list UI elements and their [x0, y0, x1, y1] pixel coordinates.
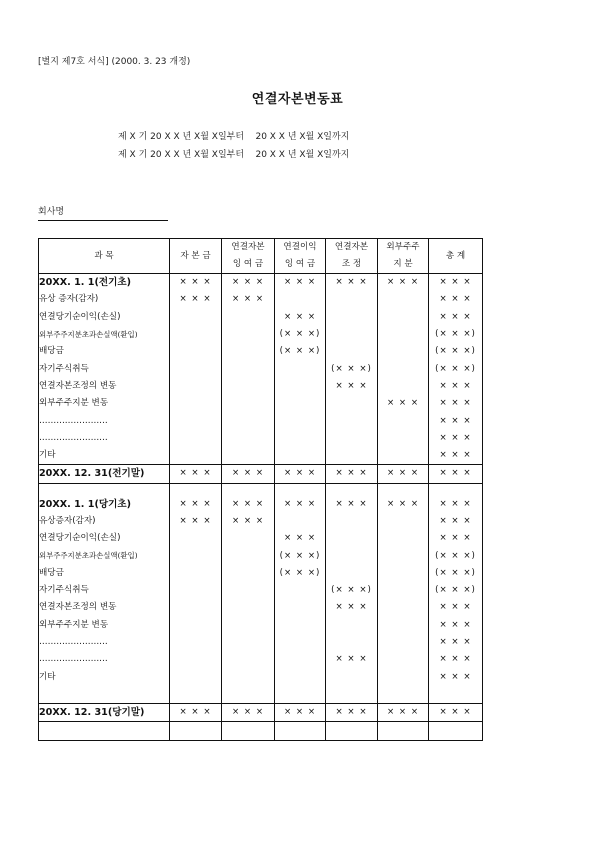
cell-capital-adjustment: (× × ×) [326, 360, 378, 377]
cell-total: × × × [429, 634, 483, 651]
cell-capital [170, 651, 222, 668]
header-capital-surplus: 연결자본 잉 여 금 [222, 239, 275, 274]
spacer-cell [326, 686, 378, 704]
cell-minority-interest [378, 530, 429, 547]
table-header-row [39, 239, 483, 274]
cell-minority-interest: × × × [378, 395, 429, 412]
cell-total: (× × ×) [429, 360, 483, 377]
cell-retained-earnings: (× × ×) [275, 326, 326, 343]
table-row [39, 704, 483, 722]
cell-minority-interest [378, 651, 429, 668]
divider-cell [222, 483, 275, 496]
cell-capital-adjustment [326, 430, 378, 447]
cell-minority-interest [378, 326, 429, 343]
cell-capital: × × × [170, 274, 222, 292]
cell-capital [170, 565, 222, 582]
table-row [39, 465, 483, 483]
cell-capital: × × × [170, 513, 222, 530]
table-row [39, 274, 483, 292]
cell-capital-adjustment [326, 309, 378, 326]
cell-retained-earnings [275, 412, 326, 429]
cell-capital [170, 530, 222, 547]
cell-capital-surplus: × × × [222, 291, 275, 308]
row-item-label: 연결자본조정의 변동 [39, 599, 170, 616]
cell-minority-interest: × × × [378, 704, 429, 722]
cell-retained-earnings: × × × [275, 704, 326, 722]
cell-minority-interest [378, 430, 429, 447]
cell-minority-interest [378, 582, 429, 599]
header-item: 과 목 [39, 239, 170, 274]
company-name-label: 회사명 [38, 207, 65, 217]
row-item-label: 외부주주지분초과손실액(환입) [39, 547, 170, 564]
blank-cell[interactable] [378, 722, 429, 741]
cell-capital-surplus [222, 430, 275, 447]
row-item-label: …………………… [39, 412, 170, 429]
table-row [39, 565, 483, 582]
cell-total: (× × ×) [429, 547, 483, 564]
cell-total: × × × [429, 395, 483, 412]
row-item-label: 유상증자(감자) [39, 513, 170, 530]
cell-total: × × × [429, 617, 483, 634]
cell-capital-surplus [222, 378, 275, 395]
cell-capital [170, 669, 222, 686]
divider-cell [39, 483, 170, 496]
cell-capital-adjustment [326, 291, 378, 308]
cell-capital-surplus: × × × [222, 513, 275, 530]
cell-minority-interest: × × × [378, 465, 429, 483]
divider-cell [275, 483, 326, 496]
cell-capital-surplus [222, 395, 275, 412]
cell-total: × × × [429, 513, 483, 530]
blank-cell[interactable] [275, 722, 326, 741]
company-name-field[interactable] [38, 220, 168, 221]
cell-total: × × × [429, 669, 483, 686]
cell-capital [170, 617, 222, 634]
cell-capital-adjustment [326, 634, 378, 651]
table-row [39, 291, 483, 308]
table-row [39, 447, 483, 465]
table-row [39, 617, 483, 634]
spacer-cell [222, 686, 275, 704]
cell-total: × × × [429, 651, 483, 668]
cell-total: × × × [429, 599, 483, 616]
cell-capital [170, 634, 222, 651]
spacer-cell [170, 686, 222, 704]
cell-capital [170, 395, 222, 412]
header-capital-adjustment: 연결자본 조 정 [326, 239, 378, 274]
row-item-label: 20ⅩⅩ. 1. 1(전기초) [39, 274, 170, 292]
cell-minority-interest [378, 599, 429, 616]
cell-capital-surplus [222, 547, 275, 564]
blank-cell[interactable] [170, 722, 222, 741]
cell-capital [170, 599, 222, 616]
cell-capital-surplus: × × × [222, 274, 275, 292]
cell-minority-interest [378, 634, 429, 651]
cell-capital-surplus [222, 447, 275, 465]
table-row [39, 669, 483, 686]
cell-total: × × × [429, 378, 483, 395]
cell-minority-interest [378, 378, 429, 395]
divider-cell [326, 483, 378, 496]
row-item-label: 외부주주지분 변동 [39, 395, 170, 412]
header-minority-interest: 외부주주 지 분 [378, 239, 429, 274]
cell-minority-interest [378, 309, 429, 326]
current-period-line: 제 X 기 20 X X 년 X월 X일부터 20 X X 년 X월 X일까지 [118, 132, 350, 142]
divider-cell [429, 483, 483, 496]
capital-changes-table [38, 238, 483, 741]
cell-capital-surplus: × × × [222, 465, 275, 483]
spacer-cell [429, 686, 483, 704]
cell-minority-interest [378, 669, 429, 686]
table-row [39, 599, 483, 616]
cell-retained-earnings [275, 430, 326, 447]
table-row [39, 326, 483, 343]
cell-retained-earnings [275, 513, 326, 530]
cell-minority-interest [378, 447, 429, 465]
cell-total: × × × [429, 530, 483, 547]
cell-capital: × × × [170, 496, 222, 513]
header-total: 총 계 [429, 239, 483, 274]
cell-retained-earnings [275, 617, 326, 634]
cell-capital-surplus [222, 669, 275, 686]
row-item-label: 기타 [39, 447, 170, 465]
cell-capital [170, 309, 222, 326]
cell-retained-earnings [275, 447, 326, 465]
cell-retained-earnings [275, 378, 326, 395]
cell-capital-adjustment: × × × [326, 465, 378, 483]
table-row [39, 513, 483, 530]
table-row [39, 430, 483, 447]
row-item-label: 배당금 [39, 565, 170, 582]
cell-retained-earnings [275, 360, 326, 377]
row-item-label: 배당금 [39, 343, 170, 360]
cell-capital-surplus: × × × [222, 496, 275, 513]
cell-total: (× × ×) [429, 565, 483, 582]
prior-period-line: 제 X 기 20 X X 년 X월 X일부터 20 X X 년 X월 X일까지 [118, 150, 350, 160]
cell-retained-earnings [275, 634, 326, 651]
cell-capital-adjustment [326, 343, 378, 360]
cell-capital-adjustment: × × × [326, 599, 378, 616]
cell-total: × × × [429, 465, 483, 483]
cell-capital-surplus [222, 530, 275, 547]
cell-capital [170, 378, 222, 395]
cell-capital-surplus [222, 599, 275, 616]
cell-capital-surplus [222, 582, 275, 599]
cell-capital-surplus [222, 565, 275, 582]
cell-capital-surplus [222, 360, 275, 377]
row-item-label: …………………… [39, 430, 170, 447]
cell-capital-surplus [222, 617, 275, 634]
table-row [39, 343, 483, 360]
cell-capital-adjustment [326, 547, 378, 564]
cell-total: × × × [429, 412, 483, 429]
cell-minority-interest: × × × [378, 496, 429, 513]
table-row [39, 582, 483, 599]
cell-capital-surplus: × × × [222, 704, 275, 722]
cell-capital-surplus [222, 634, 275, 651]
cell-capital-adjustment: × × × [326, 274, 378, 292]
table-row [39, 360, 483, 377]
divider-cell [378, 483, 429, 496]
cell-total: (× × ×) [429, 326, 483, 343]
row-item-label: …………………… [39, 651, 170, 668]
row-item-label: 외부주주지분초과손실액(환입) [39, 326, 170, 343]
cell-minority-interest [378, 547, 429, 564]
cell-total: × × × [429, 274, 483, 292]
cell-retained-earnings [275, 582, 326, 599]
cell-capital [170, 343, 222, 360]
table-row [39, 496, 483, 513]
row-item-label: …………………… [39, 634, 170, 651]
section-divider-row [39, 483, 483, 496]
cell-total: × × × [429, 291, 483, 308]
table-row [39, 309, 483, 326]
cell-capital [170, 412, 222, 429]
divider-cell [170, 483, 222, 496]
spacer-cell [275, 686, 326, 704]
cell-capital-adjustment [326, 565, 378, 582]
page-title: 연결자본변동표 [251, 92, 344, 107]
cell-retained-earnings: × × × [275, 274, 326, 292]
cell-capital-adjustment [326, 513, 378, 530]
table-row [39, 395, 483, 412]
spacer-row [39, 686, 483, 704]
blank-footer-row [39, 722, 483, 741]
cell-retained-earnings: × × × [275, 496, 326, 513]
cell-capital-adjustment [326, 412, 378, 429]
row-item-label: 자기주식취득 [39, 582, 170, 599]
cell-capital: × × × [170, 291, 222, 308]
row-item-label: 기타 [39, 669, 170, 686]
cell-total: (× × ×) [429, 343, 483, 360]
table-row [39, 412, 483, 429]
blank-cell[interactable] [429, 722, 483, 741]
cell-retained-earnings: (× × ×) [275, 343, 326, 360]
cell-minority-interest [378, 617, 429, 634]
cell-retained-earnings: (× × ×) [275, 547, 326, 564]
form-number-note: [별지 제7호 서식] (2000. 3. 23 개정) [38, 57, 191, 67]
cell-retained-earnings [275, 599, 326, 616]
cell-capital-adjustment: × × × [326, 704, 378, 722]
spacer-cell [378, 686, 429, 704]
cell-minority-interest [378, 343, 429, 360]
cell-retained-earnings: × × × [275, 309, 326, 326]
cell-capital [170, 582, 222, 599]
cell-retained-earnings: × × × [275, 465, 326, 483]
cell-capital [170, 360, 222, 377]
cell-minority-interest [378, 291, 429, 308]
table-row [39, 530, 483, 547]
cell-capital [170, 326, 222, 343]
header-retained-earnings: 연결이익 잉 여 금 [275, 239, 326, 274]
cell-minority-interest [378, 565, 429, 582]
table-row [39, 651, 483, 668]
cell-retained-earnings [275, 651, 326, 668]
row-item-label: 연결당기순이익(손실) [39, 530, 170, 547]
cell-capital-adjustment [326, 669, 378, 686]
cell-capital-surplus [222, 343, 275, 360]
cell-capital-adjustment: × × × [326, 651, 378, 668]
cell-capital-adjustment [326, 395, 378, 412]
row-item-label: 외부주주지분 변동 [39, 617, 170, 634]
cell-capital-surplus [222, 309, 275, 326]
cell-total: × × × [429, 704, 483, 722]
row-item-label: 유상 증자(감자) [39, 291, 170, 308]
row-item-label: 20ⅩⅩ. 12. 31(당기말) [39, 704, 170, 722]
cell-capital-adjustment [326, 326, 378, 343]
row-item-label: 자기주식취득 [39, 360, 170, 377]
cell-capital [170, 447, 222, 465]
cell-capital-adjustment [326, 617, 378, 634]
blank-cell[interactable] [222, 722, 275, 741]
cell-capital-surplus [222, 326, 275, 343]
cell-capital-adjustment [326, 447, 378, 465]
cell-capital-adjustment [326, 530, 378, 547]
cell-retained-earnings [275, 669, 326, 686]
cell-capital-adjustment: × × × [326, 496, 378, 513]
cell-minority-interest [378, 412, 429, 429]
header-capital: 자 본 금 [170, 239, 222, 274]
cell-total: (× × ×) [429, 582, 483, 599]
cell-total: × × × [429, 430, 483, 447]
cell-minority-interest [378, 360, 429, 377]
cell-total: × × × [429, 447, 483, 465]
spacer-cell [39, 686, 170, 704]
blank-cell[interactable] [326, 722, 378, 741]
cell-capital-adjustment: × × × [326, 378, 378, 395]
cell-capital: × × × [170, 465, 222, 483]
row-item-label: 20ⅩⅩ. 12. 31(전기말) [39, 465, 170, 483]
cell-capital-surplus [222, 651, 275, 668]
cell-retained-earnings: (× × ×) [275, 565, 326, 582]
cell-total: × × × [429, 496, 483, 513]
cell-retained-earnings [275, 395, 326, 412]
cell-capital-surplus [222, 412, 275, 429]
cell-retained-earnings [275, 291, 326, 308]
cell-capital [170, 547, 222, 564]
cell-total: × × × [429, 309, 483, 326]
row-item-label: 연결당기순이익(손실) [39, 309, 170, 326]
cell-retained-earnings: × × × [275, 530, 326, 547]
cell-capital: × × × [170, 704, 222, 722]
cell-capital [170, 430, 222, 447]
blank-cell[interactable] [39, 722, 170, 741]
table-row [39, 547, 483, 564]
cell-capital-adjustment: (× × ×) [326, 582, 378, 599]
row-item-label: 20ⅩⅩ. 1. 1(당기초) [39, 496, 170, 513]
table-row [39, 378, 483, 395]
cell-minority-interest [378, 513, 429, 530]
cell-minority-interest: × × × [378, 274, 429, 292]
table-row [39, 634, 483, 651]
row-item-label: 연결자본조정의 변동 [39, 378, 170, 395]
